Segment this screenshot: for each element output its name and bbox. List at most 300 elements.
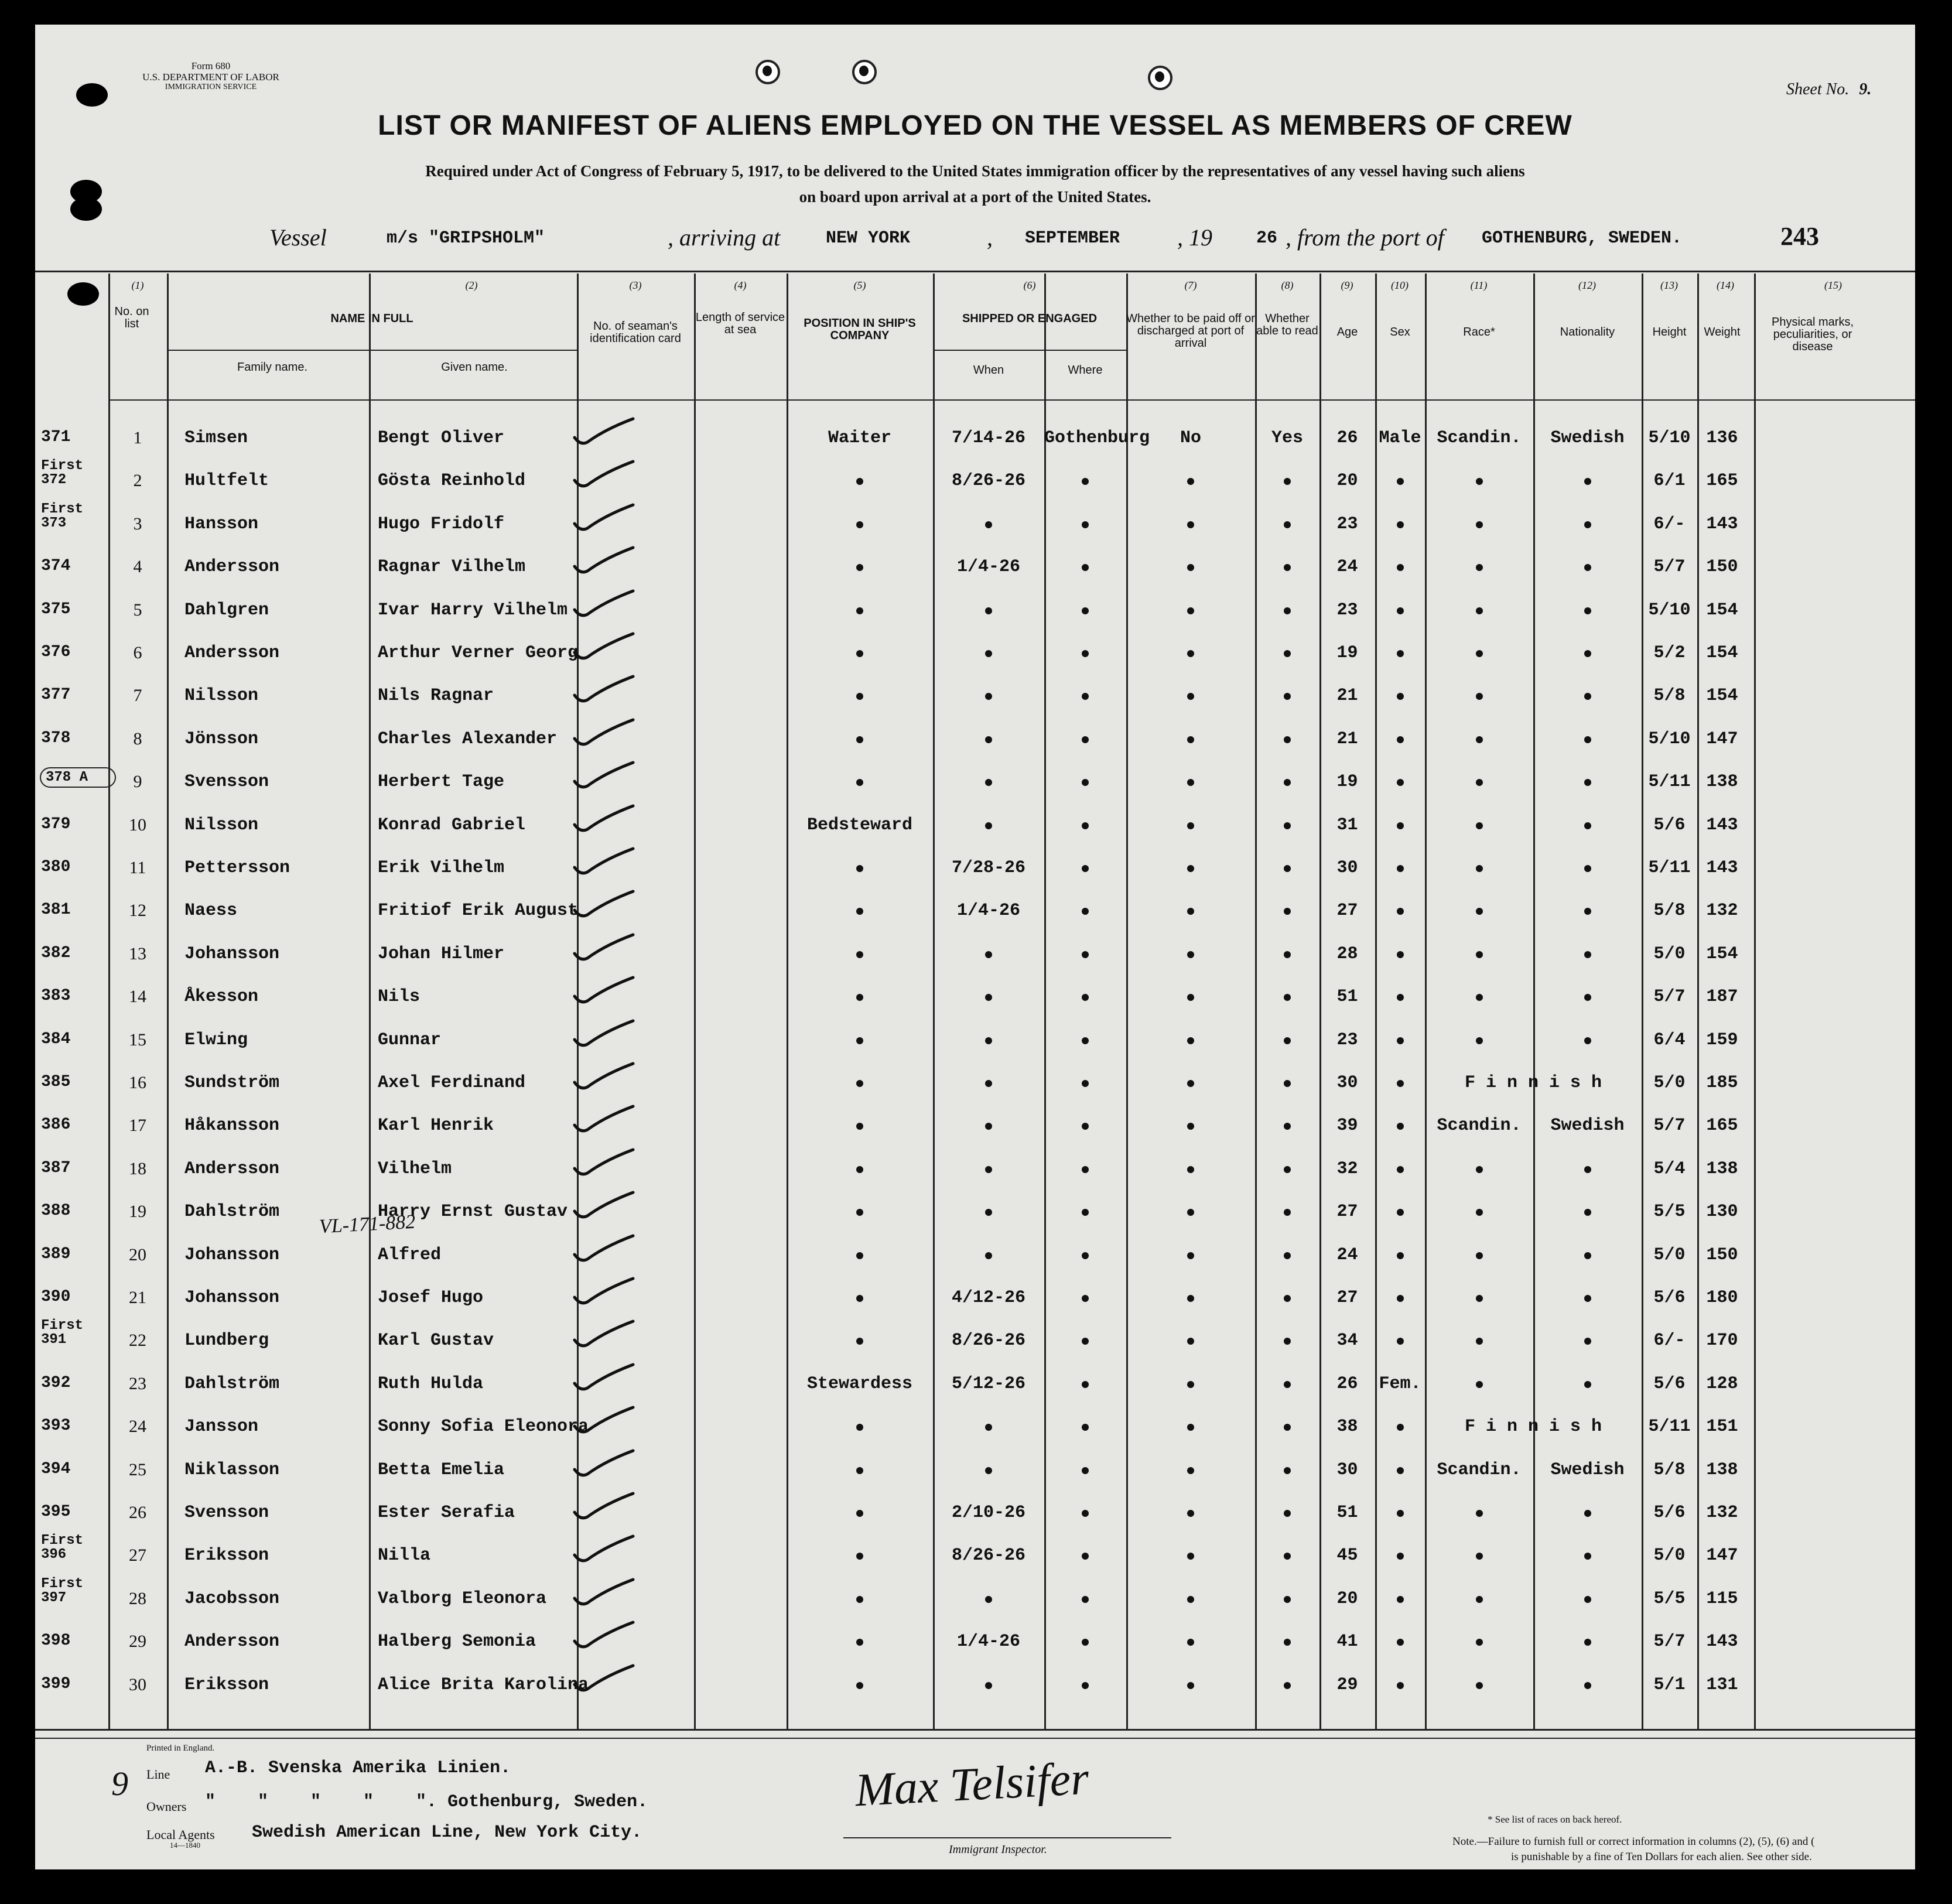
ditto-mark — [856, 1166, 863, 1173]
penalty-note-2: is punishable by a fine of Ten Dollars for each alien. See other side. — [1511, 1851, 1812, 1863]
printed-note: Printed in England. — [146, 1744, 215, 1753]
paid-off — [1126, 1374, 1255, 1394]
nationality — [1533, 471, 1642, 491]
weight: 154 — [1706, 643, 1738, 663]
height: 6/- — [1653, 1331, 1686, 1351]
paid-off — [1126, 686, 1255, 706]
department: U.S. DEPARTMENT OF LABOR — [142, 71, 279, 83]
ditto-mark — [1284, 1037, 1291, 1044]
ditto-mark — [1187, 951, 1194, 958]
table-row — [35, 1022, 1915, 1065]
form-header — [135, 61, 287, 92]
check-mark — [564, 458, 646, 494]
nationality: Swedish — [1550, 428, 1625, 448]
given-name: Ester Serafia — [378, 1503, 515, 1523]
ditto-mark — [1082, 1553, 1089, 1560]
ditto-mark — [1187, 607, 1194, 614]
header-when: When — [973, 364, 1004, 377]
ditto-mark — [1187, 908, 1194, 915]
shipped-when: 1/4-26 — [956, 1632, 1021, 1652]
able-to-read — [1255, 1589, 1319, 1609]
shipped-when: 7/28-26 — [951, 858, 1026, 878]
ditto-mark — [1187, 1123, 1194, 1130]
line-value: A.-B. Svenska Amerika Linien. — [205, 1758, 511, 1778]
ditto-mark — [1584, 1682, 1591, 1689]
ditto-mark — [985, 650, 992, 657]
sex: Fem. — [1379, 1373, 1421, 1394]
header-paid-off: Whether to be paid off or discharged at port of arrival — [1126, 312, 1255, 350]
subheader-rule — [167, 350, 577, 351]
ditto-mark — [1284, 1467, 1291, 1474]
ditto-mark — [985, 607, 992, 614]
height: 5/6 — [1653, 1288, 1686, 1308]
shipped-where — [1044, 1546, 1126, 1565]
family-name: Hansson — [184, 514, 259, 534]
nationality — [1533, 1159, 1642, 1179]
weight: 138 — [1706, 772, 1738, 792]
position — [787, 1245, 933, 1265]
margin-number: 378 A — [40, 767, 116, 788]
check-mark — [564, 759, 646, 795]
ditto-mark — [856, 1209, 863, 1216]
ditto-mark — [1476, 822, 1483, 829]
ditto-mark — [1584, 478, 1591, 485]
given-name: Halberg Semonia — [378, 1632, 536, 1652]
weight: 154 — [1706, 686, 1738, 706]
check-mark — [564, 1361, 646, 1397]
row-number: 12 — [129, 901, 146, 921]
shipped-when — [933, 1030, 1044, 1050]
row-number: 22 — [129, 1331, 146, 1351]
able-to-read — [1255, 1374, 1319, 1394]
height: 5/11 — [1648, 858, 1691, 878]
margin-number: 398 — [41, 1632, 71, 1650]
row-number: 5 — [133, 600, 142, 620]
page-title: LIST OR MANIFEST OF ALIENS EMPLOYED ON THE VESSEL AS MEMBERS OF CREW — [378, 110, 1572, 141]
position — [787, 1288, 933, 1308]
ditto-mark — [1187, 1553, 1194, 1560]
ditto-mark — [1284, 1553, 1291, 1560]
margin-number: 394 — [41, 1459, 71, 1478]
ditto-mark — [1284, 1209, 1291, 1216]
ditto-mark — [1397, 951, 1404, 958]
subtitle-line-1: Required under Act of Congress of February 5, 1917, to be delivered to the United States immigration officer by the representatives of any vessel having such aliens — [425, 162, 1525, 180]
column-number: (3) — [629, 279, 642, 291]
subtitle-line-2: on board upon arrival at a port of the United States. — [799, 188, 1151, 206]
table-row — [35, 1065, 1915, 1107]
row-number: 11 — [129, 858, 146, 877]
ditto-mark — [1397, 994, 1404, 1001]
shipped-when — [933, 1073, 1044, 1093]
ditto-mark — [1082, 564, 1089, 571]
shipped-where — [1044, 1632, 1126, 1652]
ditto-mark — [1584, 1596, 1591, 1603]
given-name: Fritiof Erik August — [378, 901, 579, 921]
ditto-mark — [985, 1682, 992, 1689]
given-name: Gunnar — [378, 1030, 442, 1050]
weight: 154 — [1706, 600, 1738, 620]
ditto-mark — [1584, 1252, 1591, 1259]
header-shipped: SHIPPED OR ENGAGED — [962, 312, 1098, 325]
vessel-name: m/s "GRIPSHOLM" — [387, 228, 545, 248]
ditto-mark — [1476, 1639, 1483, 1646]
sex — [1375, 1632, 1425, 1652]
paid-off — [1126, 858, 1255, 878]
family-name: Simsen — [184, 428, 248, 448]
weight: 170 — [1706, 1331, 1738, 1351]
age: 28 — [1336, 944, 1358, 964]
paid-off — [1126, 944, 1255, 964]
ditto-mark — [1187, 1037, 1194, 1044]
family-name: Håkansson — [184, 1116, 280, 1136]
able-to-read — [1255, 729, 1319, 749]
race — [1425, 729, 1533, 749]
ditto-mark — [1476, 1209, 1483, 1216]
age: 27 — [1336, 1202, 1358, 1222]
position — [787, 1460, 933, 1480]
ditto-mark — [1284, 822, 1291, 829]
paid-off — [1126, 901, 1255, 921]
given-name: Karl Henrik — [378, 1116, 494, 1136]
ditto-mark — [1397, 1424, 1404, 1431]
sheet-number: Sheet No. 9. — [1786, 80, 1872, 98]
weight: 159 — [1706, 1030, 1738, 1050]
shipped-when: 5/12-26 — [951, 1373, 1026, 1394]
paid-off — [1126, 1546, 1255, 1565]
weight: 185 — [1706, 1073, 1738, 1093]
column-number: (4) — [734, 279, 747, 291]
shipped-when: 4/12-26 — [951, 1288, 1026, 1308]
ditto-mark — [1397, 1209, 1404, 1216]
ditto-mark — [1397, 478, 1404, 485]
able-to-read — [1255, 471, 1319, 491]
height: 5/4 — [1653, 1158, 1686, 1179]
ditto-mark — [856, 736, 863, 743]
margin-number: 380 — [41, 858, 71, 876]
ditto-mark — [1397, 1080, 1404, 1087]
given-name: Josef Hugo — [378, 1288, 484, 1308]
table-row — [35, 1452, 1915, 1495]
ditto-mark — [1284, 1166, 1291, 1173]
ditto-mark — [1397, 1037, 1404, 1044]
nationality — [1533, 772, 1642, 792]
ditto-mark — [1397, 1553, 1404, 1560]
sex — [1375, 1417, 1425, 1437]
weight: 136 — [1706, 428, 1738, 448]
height: 5/5 — [1653, 1202, 1686, 1222]
table-row — [35, 1280, 1915, 1322]
given-name: Betta Emelia — [378, 1459, 505, 1480]
age: 23 — [1336, 1030, 1358, 1050]
ditto-mark — [856, 865, 863, 872]
sex — [1375, 686, 1425, 706]
given-name: Charles Alexander — [378, 729, 558, 749]
able-to-read — [1255, 600, 1319, 620]
row-number: 25 — [129, 1459, 146, 1479]
weight: 143 — [1706, 815, 1738, 835]
ditto-mark — [985, 1037, 992, 1044]
nationality — [1533, 600, 1642, 620]
footer-rule — [35, 1738, 1915, 1739]
position — [787, 1675, 933, 1695]
age: 27 — [1336, 1288, 1358, 1308]
column-number: (8) — [1281, 279, 1294, 291]
able-to-read — [1255, 514, 1319, 534]
ditto-mark — [1082, 908, 1089, 915]
margin-number: 392 — [41, 1373, 71, 1392]
able-to-read — [1255, 1417, 1319, 1437]
row-number: 28 — [129, 1588, 146, 1608]
ditto-mark — [1584, 736, 1591, 743]
nationality — [1533, 1331, 1642, 1351]
header-family-name: Family name. — [237, 361, 308, 374]
height: 5/7 — [1653, 1116, 1686, 1136]
position — [787, 643, 933, 663]
shipped-where — [1044, 1073, 1126, 1093]
shipped-where — [1044, 1030, 1126, 1050]
paid-off — [1126, 1503, 1255, 1523]
ditto-mark — [856, 607, 863, 614]
nationality: Swedish — [1550, 1459, 1625, 1480]
given-name: Ruth Hulda — [378, 1373, 484, 1394]
sex — [1375, 901, 1425, 921]
shipped-where — [1044, 1116, 1126, 1136]
sex — [1375, 600, 1425, 620]
check-mark — [564, 673, 646, 709]
weight: 143 — [1706, 1632, 1738, 1652]
ditto-mark — [1082, 607, 1089, 614]
paid-off — [1126, 815, 1255, 835]
race: Scandin. — [1437, 1459, 1522, 1480]
shipped-where — [1044, 1159, 1126, 1179]
age: 20 — [1336, 1588, 1358, 1609]
given-name: Hugo Fridolf — [378, 514, 505, 534]
race — [1425, 686, 1533, 706]
ditto-mark — [856, 1424, 863, 1431]
shipped-when — [933, 1116, 1044, 1136]
paid-off — [1126, 729, 1255, 749]
punch-hole — [852, 60, 877, 84]
weight: 143 — [1706, 858, 1738, 878]
race — [1425, 1589, 1533, 1609]
able-to-read — [1255, 1159, 1319, 1179]
shipped-where — [1044, 1503, 1126, 1523]
ditto-mark — [1397, 908, 1404, 915]
family-name: Dahlström — [184, 1373, 280, 1394]
ditto-mark — [985, 994, 992, 1001]
check-mark — [564, 1017, 646, 1054]
ditto-mark — [1584, 865, 1591, 872]
weight: 115 — [1706, 1588, 1738, 1609]
nationality — [1533, 987, 1642, 1007]
from-label: , from the port of — [1286, 224, 1444, 251]
ditto-mark — [985, 951, 992, 958]
sex — [1375, 1288, 1425, 1308]
position — [787, 858, 933, 878]
height: 5/6 — [1653, 1503, 1686, 1523]
paid-off — [1126, 1675, 1255, 1695]
ditto-mark — [1187, 564, 1194, 571]
check-mark — [564, 1318, 646, 1354]
ditto-mark — [1284, 994, 1291, 1001]
weight: 138 — [1706, 1158, 1738, 1179]
race — [1425, 858, 1533, 878]
age: 26 — [1336, 428, 1358, 448]
check-mark — [564, 415, 646, 452]
age: 29 — [1336, 1674, 1358, 1695]
margin-number: 379 — [41, 815, 71, 833]
ditto-mark — [985, 1596, 992, 1603]
able-to-read — [1255, 858, 1319, 878]
position — [787, 1503, 933, 1523]
height: 5/2 — [1653, 643, 1686, 663]
header-able-read: Whether able to read — [1256, 312, 1318, 337]
shipped-where — [1044, 1202, 1126, 1222]
ditto-mark — [1082, 1467, 1089, 1474]
race — [1425, 1374, 1533, 1394]
agents-label: Local Agents 14—1840 — [146, 1827, 215, 1850]
table-row — [35, 979, 1915, 1021]
shipped-where — [1044, 557, 1126, 577]
margin-number: 374 — [41, 557, 71, 576]
nationality — [1533, 858, 1642, 878]
ditto-mark — [1187, 478, 1194, 485]
table-row — [35, 936, 1915, 979]
ditto-mark — [1082, 1424, 1089, 1431]
weight: 180 — [1706, 1288, 1738, 1308]
family-name: Sundström — [184, 1073, 280, 1093]
row-number: 4 — [133, 557, 142, 577]
table-row — [35, 1575, 1915, 1623]
ditto-mark — [1584, 908, 1591, 915]
nationality — [1533, 1675, 1642, 1695]
check-mark — [564, 802, 646, 839]
shipped-when: 2/10-26 — [951, 1503, 1026, 1523]
ditto-mark — [856, 779, 863, 786]
race — [1425, 1675, 1533, 1695]
ditto-mark — [1082, 1209, 1089, 1216]
header-where: Where — [1068, 364, 1103, 377]
row-number: 3 — [133, 514, 142, 534]
given-name: Gösta Reinhold — [378, 471, 526, 491]
ditto-mark — [1187, 822, 1194, 829]
ditto-mark — [1187, 779, 1194, 786]
sex — [1375, 514, 1425, 534]
ditto-mark — [1082, 1682, 1089, 1689]
ditto-mark — [856, 521, 863, 528]
ditto-mark — [856, 1596, 863, 1603]
shipped-when: 8/26-26 — [951, 1546, 1026, 1566]
shipped-where — [1044, 1417, 1126, 1437]
sex — [1375, 858, 1425, 878]
ditto-mark — [1187, 1424, 1194, 1431]
able-to-read — [1255, 1675, 1319, 1695]
ditto-mark — [1476, 1338, 1483, 1345]
ditto-mark — [1584, 693, 1591, 700]
family-name: Nilsson — [184, 815, 259, 835]
ditto-mark — [1397, 564, 1404, 571]
shipped-when: 8/26-26 — [951, 1331, 1026, 1351]
able-to-read — [1255, 944, 1319, 964]
header-physical: Physical marks, peculiarities, or disease — [1771, 316, 1854, 353]
ditto-mark — [1284, 1295, 1291, 1302]
binding-hole — [76, 83, 108, 107]
table-row — [35, 764, 1915, 806]
ditto-mark — [1284, 908, 1291, 915]
ditto-mark — [856, 1252, 863, 1259]
sex — [1375, 1073, 1425, 1093]
race — [1425, 987, 1533, 1007]
ditto-mark — [856, 908, 863, 915]
margin-number: First 391 — [41, 1318, 84, 1348]
shipped-when: 1/4-26 — [956, 901, 1021, 921]
shipped-when — [933, 1417, 1044, 1437]
ditto-mark — [1187, 1682, 1194, 1689]
check-mark — [564, 1404, 646, 1440]
service: IMMIGRATION SERVICE — [165, 83, 257, 92]
given-name: Erik Vilhelm — [378, 858, 505, 878]
position — [787, 557, 933, 577]
given-name: Nils Ragnar — [378, 686, 494, 706]
height: 6/1 — [1653, 471, 1686, 491]
ditto-mark — [1476, 1381, 1483, 1388]
ditto-mark — [1284, 1338, 1291, 1345]
ditto-mark — [856, 1467, 863, 1474]
paid-off — [1126, 600, 1255, 620]
race — [1425, 1245, 1533, 1265]
ditto-mark — [856, 693, 863, 700]
height: 5/0 — [1653, 1073, 1686, 1093]
rule — [35, 271, 1915, 272]
able-to-read — [1255, 1073, 1319, 1093]
shipped-when — [933, 643, 1044, 663]
ditto-mark — [1584, 650, 1591, 657]
row-number: 9 — [133, 772, 142, 792]
ditto-mark — [985, 736, 992, 743]
ditto-mark — [1476, 908, 1483, 915]
given-name: Johan Hilmer — [378, 944, 505, 964]
ditto-mark — [1284, 1123, 1291, 1130]
row-number: 21 — [129, 1288, 146, 1307]
check-mark — [564, 587, 646, 624]
row-number: 7 — [133, 686, 142, 706]
margin-number: 388 — [41, 1202, 71, 1221]
race — [1425, 1331, 1533, 1351]
ditto-mark — [1397, 1510, 1404, 1517]
sex — [1375, 1116, 1425, 1136]
ditto-mark — [1397, 736, 1404, 743]
ditto-mark — [1284, 693, 1291, 700]
paid-off — [1126, 471, 1255, 491]
able-to-read — [1255, 987, 1319, 1007]
ditto-mark — [1082, 1639, 1089, 1646]
departure-port: GOTHENBURG, SWEDEN. — [1482, 228, 1683, 248]
check-mark — [564, 1189, 646, 1225]
position — [787, 1073, 933, 1093]
arrival-month: SEPTEMBER — [1025, 228, 1120, 248]
ditto-mark — [1397, 1295, 1404, 1302]
table-row — [35, 1533, 1915, 1580]
vessel-label: Vessel — [269, 224, 327, 251]
height: 5/7 — [1653, 987, 1686, 1007]
owners-label: Owners — [146, 1799, 187, 1814]
ditto-mark — [1584, 1295, 1591, 1302]
inspector-label: Immigrant Inspector. — [949, 1843, 1047, 1856]
given-name: Ivar Harry Vilhelm — [378, 600, 568, 620]
margin-number: 399 — [41, 1674, 71, 1693]
ditto-mark — [856, 1639, 863, 1646]
ditto-mark — [1584, 1037, 1591, 1044]
